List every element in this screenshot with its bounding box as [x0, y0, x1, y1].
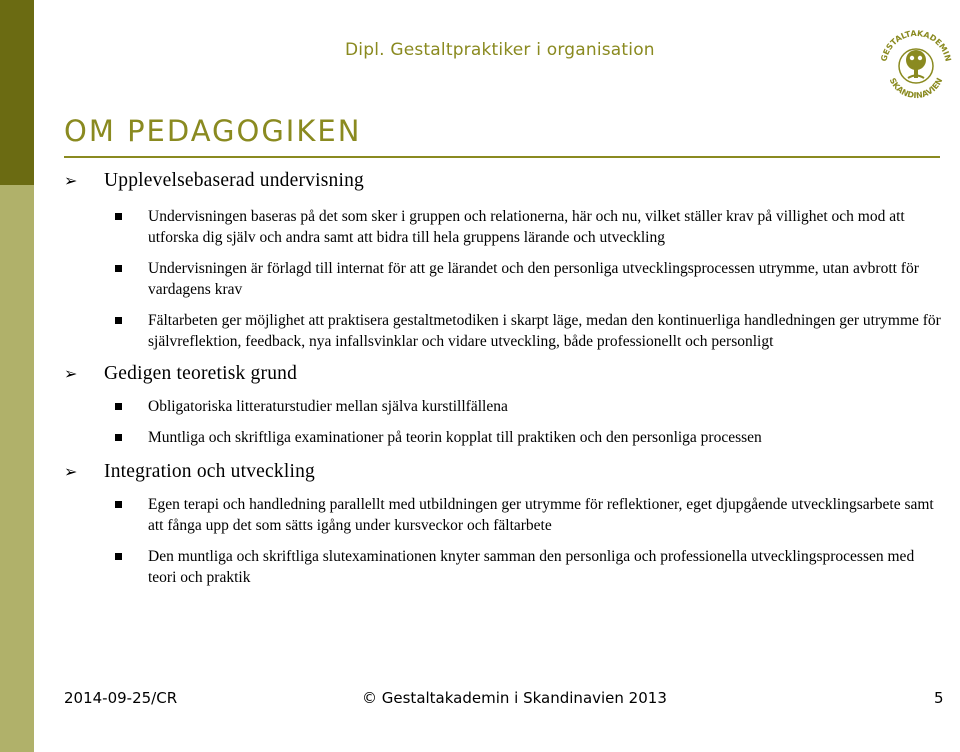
section-heading	[64, 459, 944, 485]
section-upplevelsebaserad	[64, 168, 944, 352]
section-heading-text: Upplevelsebaserad undervisning	[104, 170, 364, 191]
arrow-bullet-icon: ➢	[64, 462, 78, 481]
list-item	[64, 258, 944, 300]
list-item-text: Obligatoriska litteraturstudier mellan själva kurstillfällena	[148, 398, 508, 415]
square-bullet-icon	[115, 265, 122, 272]
section-heading	[64, 168, 944, 194]
list-item	[64, 396, 944, 417]
square-bullet-icon	[115, 213, 122, 220]
sidebar-decoration	[0, 0, 34, 752]
list-item	[64, 206, 944, 248]
square-bullet-icon	[115, 553, 122, 560]
list-item	[64, 546, 944, 588]
tree-seal-icon	[876, 26, 956, 106]
sidebar-light-band	[0, 185, 34, 752]
header-title: Dipl. Gestaltpraktiker i organisation	[345, 40, 655, 60]
footer-copyright: © Gestaltakademin i Skandinavien 2013	[362, 689, 667, 707]
list-item	[64, 310, 944, 352]
list-item-text: Den muntliga och skriftliga slutexaminationen knyter samman den personliga och professionella utvecklingsprocessen med teori och praktik	[148, 548, 915, 586]
section-teoretisk-grund	[64, 361, 944, 448]
list-item-text: Undervisningen baseras på det som sker i gruppen och relationerna, här och nu, vilket ställer krav på villighet och mod att utforska dig själv och andra samt att bidra till hela gruppens lärande och utveckling	[148, 208, 905, 246]
section-heading-text: Integration och utveckling	[104, 461, 315, 482]
list-item-text: Undervisningen är förlagd till internat för att ge lärandet och den personliga utvecklingsprocessen utrymme, utan avbrott för vardagens krav	[148, 260, 919, 298]
square-bullet-icon	[115, 317, 122, 324]
logo-text-top: GESTALTAKADEMIN	[879, 28, 953, 63]
list-item-text: Muntliga och skriftliga examinationer på teorin kopplat till praktiken och den personliga processen	[148, 429, 762, 446]
arrow-bullet-icon: ➢	[64, 171, 78, 190]
slide-content	[64, 168, 944, 588]
list-item	[64, 494, 944, 536]
list-item-text: Egen terapi och handledning parallellt med utbildningen ger utrymme för reflektioner, eget djupgående utvecklingsarbete samt att fånga upp det som sätts igång under kursveckor och fältarbete	[148, 496, 934, 534]
bullet-list	[64, 494, 944, 588]
page-title: OM PEDAGOGIKEN	[64, 114, 362, 148]
footer-page-number: 5	[934, 689, 944, 707]
square-bullet-icon	[115, 403, 122, 410]
arrow-bullet-icon: ➢	[64, 364, 78, 383]
title-divider	[64, 156, 940, 158]
bullet-list	[64, 396, 944, 448]
square-bullet-icon	[115, 501, 122, 508]
sidebar-dark-band	[0, 0, 34, 185]
section-integration	[64, 459, 944, 588]
section-heading	[64, 361, 944, 387]
list-item	[64, 427, 944, 448]
square-bullet-icon	[115, 434, 122, 441]
bullet-list	[64, 206, 944, 352]
section-heading-text: Gedigen teoretisk grund	[104, 363, 298, 384]
logo-text-bottom: SKANDINAVIEN	[887, 76, 945, 101]
list-item-text: Fältarbeten ger möjlighet att praktisera gestaltmetodiken i skarpt läge, medan den kontinuerliga handledningen ger utrymme för självreflektion, feedback, nya infallsvinklar och vidare utveckling, både professionellt och personligt	[148, 312, 941, 350]
footer-date: 2014-09-25/CR	[64, 689, 178, 707]
